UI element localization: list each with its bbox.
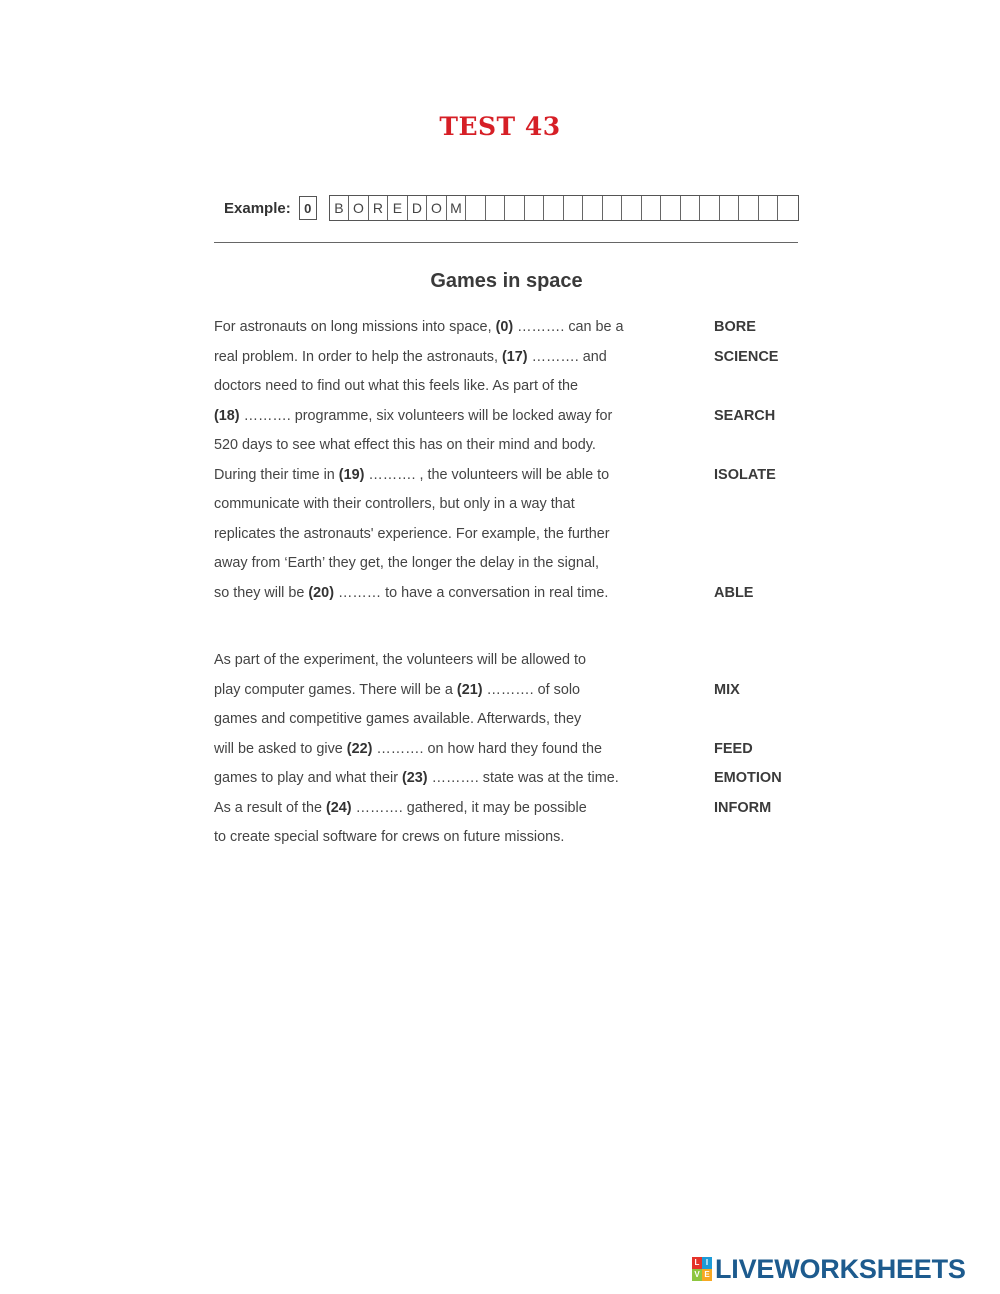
stem-word: EMOTION xyxy=(714,770,782,786)
line-text: real problem. In order to help the astronauts, xyxy=(214,349,502,365)
gap-number: (18) xyxy=(214,408,240,424)
letter-box: O xyxy=(427,196,447,220)
line-text: ………. state was at the time. xyxy=(427,770,619,786)
line-text: For astronauts on long missions into space, xyxy=(214,319,496,335)
letter-box xyxy=(544,196,564,220)
letter-box xyxy=(583,196,603,220)
passage-line xyxy=(214,377,578,395)
letter-box: M xyxy=(447,196,467,220)
passage-line xyxy=(214,651,586,669)
letter-box: R xyxy=(369,196,389,220)
line-text: ………. of solo xyxy=(482,682,581,698)
line-text: 520 days to see what effect this has on their mind and body. xyxy=(214,437,596,453)
test-title: TEST 43 xyxy=(439,112,561,141)
letter-box xyxy=(603,196,623,220)
line-text: ………. and xyxy=(527,349,607,365)
passage-line xyxy=(214,348,607,366)
stem-word: BORE xyxy=(714,319,756,335)
line-text: games and competitive games available. Afterwards, they xyxy=(214,711,582,727)
passage-line xyxy=(214,436,596,454)
letter-box xyxy=(525,196,545,220)
letter-box xyxy=(466,196,486,220)
letter-box: O xyxy=(349,196,369,220)
gap-number: (20) xyxy=(308,585,334,601)
line-text: communicate with their controllers, but only in a way that xyxy=(214,496,575,512)
letter-box: E xyxy=(388,196,408,220)
passage-heading: Games in space xyxy=(430,270,583,292)
letter-box: D xyxy=(408,196,428,220)
example-row xyxy=(224,194,799,222)
letter-box: B xyxy=(330,196,350,220)
passage-line xyxy=(214,710,581,728)
line-text: During their time in xyxy=(214,467,339,483)
passage-line xyxy=(214,828,564,846)
passage-line xyxy=(214,525,610,543)
line-text: doctors need to find out what this feels like. As part of the xyxy=(214,378,578,394)
letter-box xyxy=(486,196,506,220)
letter-box xyxy=(564,196,584,220)
passage-line xyxy=(214,740,602,758)
letter-box xyxy=(661,196,681,220)
letter-box xyxy=(720,196,740,220)
letter-box xyxy=(700,196,720,220)
stem-word: MIX xyxy=(714,682,740,698)
passage-line xyxy=(214,584,608,602)
logo-letter-l: L xyxy=(692,1257,702,1269)
passage-line xyxy=(214,681,580,699)
stem-word: ISOLATE xyxy=(714,467,776,483)
line-text: play computer games. There will be a xyxy=(214,682,457,698)
line-text: ……… to have a conversation in real time. xyxy=(333,585,609,601)
gap-number: (17) xyxy=(501,349,528,365)
stem-word: INFORM xyxy=(714,800,772,816)
letter-box xyxy=(622,196,642,220)
passage-line xyxy=(214,554,599,572)
line-text: ………. programme, six volunteers will be locked away for xyxy=(239,408,613,424)
letter-box xyxy=(505,196,525,220)
logo-text: LIVEWORKSHEETS xyxy=(715,1253,966,1284)
logo-letter-e: E xyxy=(702,1269,712,1281)
line-text: games to play and what their xyxy=(214,770,402,786)
passage-line xyxy=(214,769,619,787)
line-text: so they will be xyxy=(214,585,309,601)
line-text: away from ‘Earth’ they get, the longer the delay in the signal, xyxy=(214,555,600,571)
stem-word: ABLE xyxy=(714,585,754,601)
line-text: will be asked to give xyxy=(214,741,347,757)
gap-number: (21) xyxy=(456,682,483,698)
letter-box xyxy=(681,196,701,220)
liveworksheets-logo-icon xyxy=(692,1257,712,1281)
passage-line xyxy=(214,466,609,484)
letter-box xyxy=(759,196,779,220)
passage-line xyxy=(214,799,587,817)
line-text: ………. gathered, it may be possible xyxy=(351,800,587,816)
passage-line xyxy=(214,495,575,513)
letter-box xyxy=(642,196,662,220)
line-text: ………. , the volunteers will be able to xyxy=(364,467,610,483)
example-label: Example: xyxy=(224,199,291,217)
letter-box xyxy=(778,196,798,220)
logo-letter-v: V xyxy=(692,1269,702,1281)
divider xyxy=(214,242,798,243)
line-text: As a result of the xyxy=(214,800,326,816)
answer-letter-boxes xyxy=(329,195,799,221)
line-text: As part of the experiment, the volunteers will be allowed to xyxy=(214,652,586,668)
passage-line xyxy=(214,318,624,336)
line-text: ………. can be a xyxy=(513,319,624,335)
line-text: replicates the astronauts' experience. For example, the further xyxy=(214,526,610,542)
gap-number: (0) xyxy=(495,319,514,335)
passage-line xyxy=(214,407,612,425)
gap-number: (22) xyxy=(346,741,373,757)
line-text: to create special software for crews on future missions. xyxy=(214,829,565,845)
logo-letter-i: I xyxy=(702,1257,712,1269)
letter-box xyxy=(739,196,759,220)
gap-number: (19) xyxy=(338,467,365,483)
stem-word: SEARCH xyxy=(714,408,776,424)
stem-word: FEED xyxy=(714,741,753,757)
gap-number: (24) xyxy=(325,800,352,816)
stem-word: SCIENCE xyxy=(714,349,779,365)
gap-number: (23) xyxy=(402,770,428,786)
line-text: ………. on how hard they found the xyxy=(372,741,602,757)
liveworksheets-logo xyxy=(692,1252,966,1286)
example-number-box: 0 xyxy=(299,196,317,220)
